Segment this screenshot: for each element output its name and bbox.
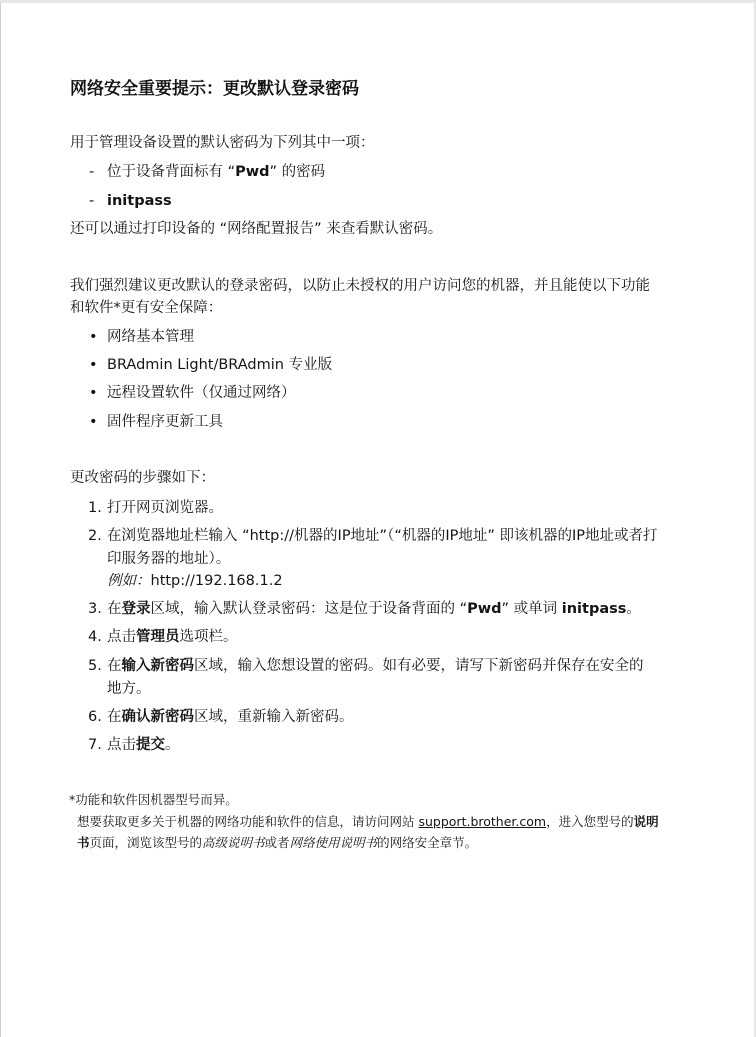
footnote-line1: *功能和软件因机器型号而异。 bbox=[69, 792, 238, 807]
step-2-line2: 印服务器的地址）。 bbox=[107, 551, 231, 567]
step-number: 7. bbox=[88, 737, 102, 753]
step-number: 3. bbox=[88, 601, 102, 617]
feature-item: 网络基本管理 bbox=[107, 329, 194, 345]
section2-line1: 我们强烈建议更改默认的登录密码，以防止未授权的用户访问您的机器，并且能使以下功能 bbox=[70, 278, 650, 294]
section2-line2: 和软件*更有安全保障： bbox=[70, 300, 223, 316]
footnote-line2: 想要获取更多关于机器的网络功能和软件的信息，请访问网站 support.brother.com，进入您型号的说明 bbox=[77, 814, 659, 829]
default-password-item-1: 位于设备背面标有 “Pwd” 的密码 bbox=[107, 164, 326, 180]
page-title: 网络安全重要提示：更改默认登录密码 bbox=[70, 79, 359, 99]
step-1: 打开网页浏览器。 bbox=[107, 500, 223, 516]
step-3: 在登录区域，输入默认登录密码：这是位于设备背面的 “Pwd” 或单词 initpass。 bbox=[107, 601, 641, 617]
bullet-marker: • bbox=[89, 329, 98, 345]
step-7: 点击提交。 bbox=[107, 737, 180, 753]
step-number: 4. bbox=[88, 629, 102, 645]
feature-item: 远程设置软件（仅通过网络） bbox=[107, 385, 296, 401]
dash-marker: - bbox=[89, 164, 95, 180]
dash-marker: - bbox=[89, 193, 95, 209]
steps-heading: 更改密码的步骤如下： bbox=[70, 470, 215, 486]
step-number: 1. bbox=[88, 500, 102, 516]
step-6: 在确认新密码区域，重新输入新密码。 bbox=[107, 709, 354, 725]
step-5-line1: 在输入新密码区域，输入您想设置的密码。如有必要，请写下新密码并保存在安全的 bbox=[107, 658, 644, 674]
section1-intro: 用于管理设备设置的默认密码为下列其中一项： bbox=[70, 135, 375, 151]
step-4: 点击管理员选项栏。 bbox=[107, 629, 238, 645]
step-2-example: 例如：http://192.168.1.2 bbox=[107, 573, 283, 589]
step-number: 6. bbox=[88, 709, 102, 725]
default-password-item-2: initpass bbox=[107, 193, 172, 209]
step-5-line2: 地方。 bbox=[107, 681, 151, 697]
footnote-line3: 书页面，浏览该型号的高级说明书或者网络使用说明书的网络安全章节。 bbox=[77, 835, 478, 850]
feature-item: 固件程序更新工具 bbox=[107, 414, 223, 430]
step-2-line1: 在浏览器地址栏输入 “http://机器的IP地址”（“机器的IP地址” 即该机器的IP地址或者打 bbox=[107, 528, 658, 544]
section1-after: 还可以通过打印设备的 “网络配置报告” 来查看默认密码。 bbox=[70, 221, 443, 237]
bullet-marker: • bbox=[89, 357, 98, 373]
support-link[interactable]: support.brother.com bbox=[418, 814, 547, 829]
document-page bbox=[0, 3, 754, 1037]
step-number: 5. bbox=[88, 658, 102, 674]
bullet-marker: • bbox=[89, 414, 98, 430]
bullet-marker: • bbox=[89, 385, 98, 401]
step-number: 2. bbox=[88, 528, 102, 544]
feature-item: BRAdmin Light/BRAdmin 专业版 bbox=[107, 357, 333, 373]
